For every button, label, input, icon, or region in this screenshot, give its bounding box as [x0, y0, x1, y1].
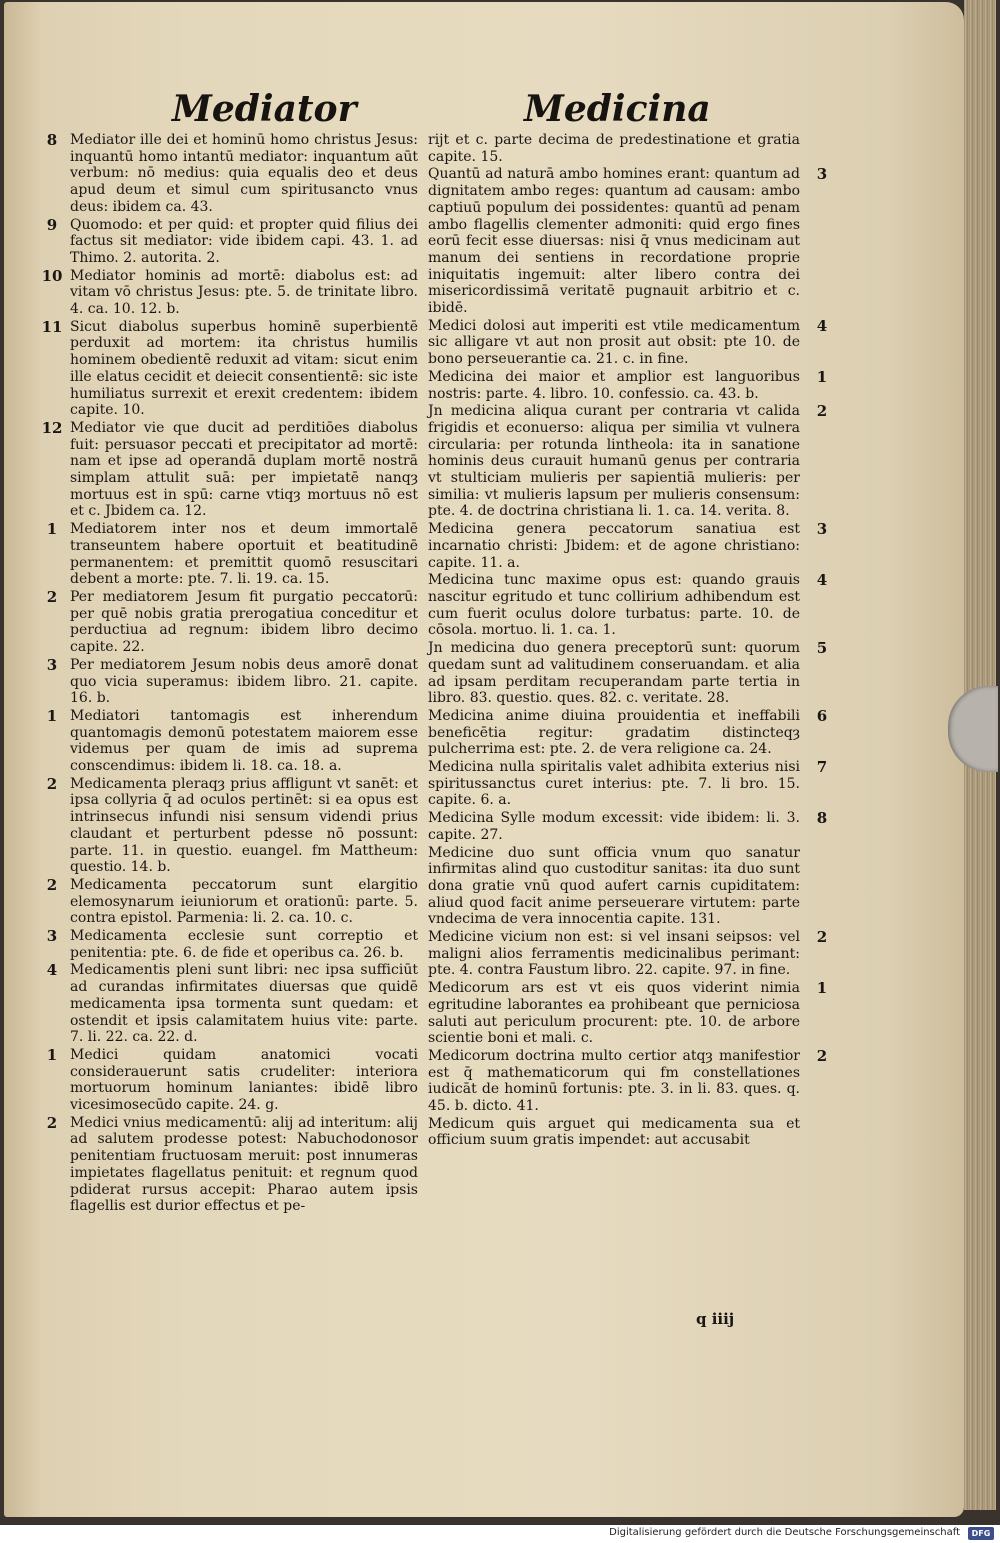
- entry-number: 2: [46, 587, 58, 606]
- entry-text: Medicum quis arguet qui medicamenta sua et officium suum gratis impendet: aut accusabit: [428, 1115, 800, 1149]
- entry-number: 3: [816, 165, 828, 184]
- entry-text: Medicina genera peccatorum sanatiua est incarnatio christi: Jbidem: et de agone christiano: capite. 11. a.: [428, 521, 800, 571]
- entry-number: 1: [46, 1045, 58, 1064]
- entry-text: Medici dolosi aut imperiti est vtile medicamentum sic alligare vt aut non prosit aut obsit: pte 10. de bono perseuerantie ca. 21. c. in fine.: [428, 317, 800, 368]
- entry-text: Mediator hominis ad mortē: diabolus est: ad vitam vō christus Jesus: pte. 5. de trinitate libro. 4. ca. 10. 12. b.: [70, 267, 418, 318]
- entry-number: 2: [816, 1046, 828, 1065]
- entry-text: Medicamenta pleraqȝ prius affligunt vt sanēt: et ipsa collyria q̄ ad oculos pertinēt: si ea opus est intrinsecus infundi nisi sensum videndi prius claudant et perturbent pdesse nō possunt: parte. 11. in questio. euangel. fm Mattheum: questio. 14. b.: [70, 775, 418, 876]
- entry-text: Medicamenta ecclesie sunt correptio et penitentia: pte. 6. de fide et operibus ca. 26. b.: [70, 928, 418, 961]
- index-entry: [40, 217, 418, 267]
- entry-text: Quantū ad naturā ambo homines erant: quantum ad dignitatem ambo reges: quantum ad causam: ambo captiuū populum dei possidentes: quantū ad penam ambo flagellis clementer admoniti: quid ergo fines eorū fecit esse diuersas: nisi q̄ vnus medicinam aut manum dei sentiens in recordatione proprie iniquitatis ingemuit: alter libero contra dei misericordissimā veritatē pugnauit arbitrio et c. ibidē.: [428, 166, 800, 317]
- index-entry: [428, 165, 828, 317]
- index-entry: [428, 979, 828, 1047]
- entry-text: Mediatorem inter nos et deum immortalē transeuntem habere oportuit et beatitudinē permanentem: et premittit quomō resuscitari debent a morte: pte. 7. li. 19. ca. 15.: [70, 521, 418, 588]
- index-entry: [428, 316, 828, 368]
- index-entry: [428, 132, 800, 165]
- entry-number: 1: [816, 979, 828, 998]
- entry-text: Medicamenta peccatorum sunt elargitio elemosynarum ieiuniorum et orationū: parte. 5. contra epistol. Parmenia: li. 2. ca. 10. c.: [70, 876, 418, 927]
- entry-text: rijt et c. parte decima de predestinatione et gratia capite. 15.: [428, 132, 800, 165]
- entry-text: Medicine vicium non est: si vel insani seipsos: vel maligni alios ferramentis medicinalibus perimant: pte. 4. contra Faustum libro. 22. capite. 97. in fine.: [428, 929, 800, 979]
- entry-number: 2: [816, 928, 828, 947]
- entry-number: 4: [46, 961, 58, 980]
- entry-text: Medicamentis pleni sunt libri: nec ipsa sufficiūt ad curandas infirmitates diuersas que quidē medicamenta ipsa tormenta sunt quedam: et ostendit et ipsis calamitatem huius vite: parte. 7. li. 22. ca. 22. d.: [70, 962, 418, 1046]
- entry-text: Mediator vie que ducit ad perditiōes diabolus fuit: persuasor peccati et precipitator ad mortē: nam et ipse ad operandā duplam mortē nostrā simplam attulit suā: per impietatē nanqȝ mortuus est in spū: carne vtiqȝ mortuus nō est et c. Jbidem ca. 12.: [70, 419, 418, 520]
- entry-number: 2: [816, 402, 828, 421]
- index-entry: [40, 319, 418, 419]
- signature-mark: q iiij: [696, 1310, 735, 1328]
- entry-number: 6: [816, 706, 828, 725]
- entry-number: 9: [46, 215, 58, 234]
- index-entry: [40, 1115, 418, 1215]
- right-column: [428, 132, 828, 1150]
- index-entry: [40, 132, 418, 216]
- index-entry: [40, 708, 418, 775]
- index-entry: [428, 1116, 800, 1149]
- entry-text: Mediator ille dei et hominū homo christus Jesus: inquantū homo intantū mediator: inquantum aūt verbum: nō medius: quia equalis deo et deus apud deum et simul cum spiritusancto vnus deus: ibidem ca. 43.: [70, 132, 418, 215]
- entry-text: Medicine duo sunt officia vnum quo sanatur infirmitas alind quo custoditur sanitas: ita duo sunt dona gratie vnū quod aufert carnis cupiditatem: aliud quod facit anime perseuerare virtutem: parte vndecima de vera innocentia capite. 131.: [428, 844, 800, 928]
- footer-credit: Digitalisierung gefördert durch die Deutsche Forschungsgemeinschaft: [609, 1527, 960, 1538]
- index-entry: [428, 402, 828, 520]
- entry-number: 2: [46, 774, 58, 793]
- index-entry: [40, 928, 418, 961]
- entry-text: Medicina dei maior et amplior est languoribus nostris: parte. 4. libro. 10. confessio. ca. 43. b.: [428, 368, 800, 402]
- dfg-logo: DFG: [968, 1527, 994, 1540]
- entry-number: 1: [46, 706, 58, 725]
- entry-number: 8: [46, 131, 58, 149]
- entry-text: Medicina anime diuina prouidentia et ineffabili beneficētia regitur: gradatim distincteqȝ pulcherrima est: pte. 2. de vera religione ca. 24.: [428, 707, 800, 758]
- book-page: [4, 2, 964, 1517]
- entry-text: Jn medicina duo genera preceptorū sunt: quorum quedam sunt ad valitudinem conseruandam. et alia ad ipsam perditam recuperandam parte tertia in libro. 83. questio. ques. 82. c. veritate. 28.: [428, 640, 800, 707]
- entry-number: 7: [816, 758, 828, 777]
- entry-number: 3: [816, 520, 828, 539]
- entry-text: Medici vnius medicamentū: alij ad interitum: alij ad salutem prodesse potest: Nabuchodonosor penitentiam fructuosam meruit: post innumeras impietates flagellatus penituit: et regnum quod pdiderat rursus accepit: Pharao autem ipsis flagellis est durior effectus et pe-: [70, 1114, 418, 1215]
- entry-number: 1: [816, 367, 828, 386]
- index-entry: [40, 589, 418, 656]
- heading-right: Medicina: [524, 88, 711, 130]
- entry-number: 2: [46, 875, 58, 894]
- entry-text: Per mediatorem Jesum nobis deus amorē donat quo vicia superamus: ibidem libro. 21. capite. 16. b.: [70, 656, 418, 707]
- entry-number: 10: [41, 266, 63, 285]
- index-entry: [40, 962, 418, 1046]
- entry-text: Sicut diabolus superbus hominē superbientē perduxit ad mortem: ita christus humilis hominem obedientē reduxit ad vitam: sicut enim ille elatus cecidit et deiecit consentientē: sic iste humiliatus surrexit et erexit credentem: ibidem capite. 10.: [70, 318, 418, 419]
- entry-number: 3: [46, 927, 58, 946]
- index-entry: [428, 928, 828, 979]
- entry-text: Medicina tunc maxime opus est: quando grauis nascitur egritudo et tunc collirium adhibendum est cum fuerit oculus dolore turbatus: parte. 10. de cōsola. mortuo. li. 1. ca. 1.: [428, 572, 800, 639]
- heading-left: Mediator: [172, 88, 357, 130]
- index-entry: [40, 776, 418, 876]
- index-entry: [428, 845, 800, 929]
- index-entry: [40, 268, 418, 318]
- entry-text: Medicorum doctrina multo certior atqȝ manifestior est q̄ mathematicorum qui fm constellationes iudicāt de hominū fortunis: pte. 3. in li. 83. ques. q. 45. b. dicto. 41.: [428, 1047, 800, 1115]
- index-entry: [428, 571, 828, 639]
- entry-number: 3: [46, 655, 58, 674]
- entry-text: Medici quidam anatomici vocati considerauerunt satis crudeliter: interiora mortuorum hominum laniantes: ibidē libro vicesimosecūdo capite. 24. g.: [70, 1046, 418, 1114]
- left-column: [40, 132, 418, 1216]
- index-entry: [40, 657, 418, 707]
- entry-number: 5: [816, 639, 828, 658]
- entry-number: 8: [816, 809, 828, 828]
- entry-number: 4: [816, 571, 828, 590]
- index-entry: [40, 877, 418, 927]
- index-entry: [428, 639, 828, 707]
- index-entry: [428, 367, 828, 402]
- entry-text: Medicina nulla spiritalis valet adhibita exterius nisi spiritussanctus curet interius: pte. 7. li bro. 15. capite. 6. a.: [428, 759, 800, 809]
- entry-text: Quomodo: et per quid: et propter quid filius dei factus sit mediator: vide ibidem capi. 43. 1. ad Thimo. 2. autorita. 2.: [70, 216, 418, 266]
- index-entry: [428, 1046, 828, 1115]
- entry-number: 12: [41, 418, 63, 437]
- entry-text: Jn medicina aliqua curant per contraria vt calida frigidis et econuerso: aliqua per similia vt vulnera circularia: per rotunda lintheola: ita in sanatione hominis deus curauit humanū genus per contraria vt stulticiam mulieris per sapientiā mulieris: per similia: vt mulieris lapsum per mulieris consensum: pte. 4. de doctrina christiana li. 1. ca. 14. verita. 8.: [428, 403, 800, 520]
- index-entry: [428, 706, 828, 758]
- index-entry: [428, 809, 828, 843]
- entry-text: Medicina Sylle modum excessit: vide ibidem: li. 3. capite. 27.: [428, 810, 800, 843]
- index-entry: [428, 758, 828, 809]
- entry-number: 11: [41, 317, 63, 336]
- index-entry: [428, 520, 828, 571]
- entry-number: 4: [816, 316, 828, 335]
- entry-text: Per mediatorem Jesum fit purgatio peccatorū: per quē nobis gratia prerogatiua conceditur et perductiua ad regnum: ibidem libro decimo capite. 22.: [70, 588, 418, 656]
- entry-text: Mediatori tantomagis est inherendum quantomagis demonū potestatem maiorem esse videmus per quam de imis ad suprema conscendimus: ibidem li. 18. ca. 18. a.: [70, 707, 418, 775]
- index-entry: [40, 420, 418, 520]
- entry-number: 1: [46, 520, 58, 539]
- entry-number: 2: [46, 1113, 58, 1132]
- index-entry: [40, 1047, 418, 1114]
- index-entry: [40, 521, 418, 588]
- entry-text: Medicorum ars est vt eis quos viderint nimia egritudine laborantes ea prohibeant que perniciosa saluti aut periculum procurent: pte. 10. de arbore scientie boni et mali. c.: [428, 980, 800, 1047]
